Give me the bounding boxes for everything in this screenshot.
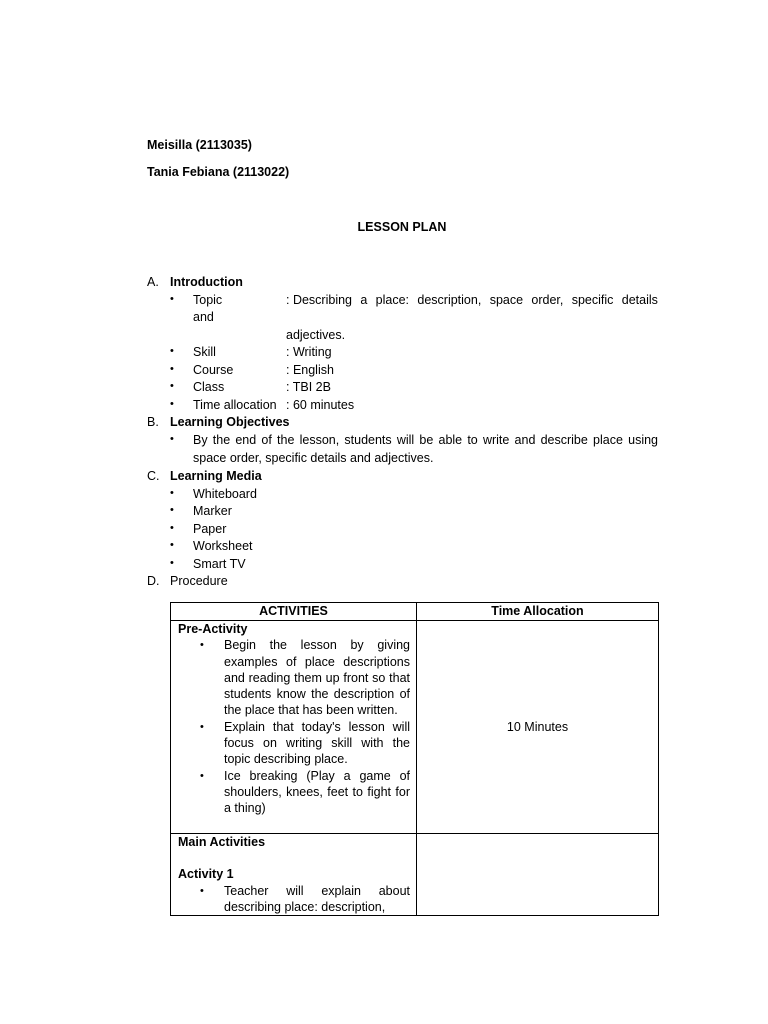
topic-word: description, xyxy=(417,293,482,307)
pre-activity-title: Pre-Activity xyxy=(178,622,248,636)
pre-activity-cell xyxy=(171,621,417,834)
section-a-letter: A. xyxy=(147,275,159,289)
spacer xyxy=(178,850,410,866)
topic-word: space xyxy=(489,293,524,307)
page-title: LESSON PLAN xyxy=(357,220,447,234)
bullet-icon: • xyxy=(200,884,204,897)
topic-word: details xyxy=(621,293,658,307)
bullet-icon: • xyxy=(170,293,174,305)
table-row xyxy=(171,834,659,916)
media-item: Worksheet xyxy=(193,539,253,553)
time-label: Time allocation xyxy=(193,398,277,412)
media-item: Whiteboard xyxy=(193,487,257,501)
objective-line2: space order, specific details and adjectives. xyxy=(193,451,434,465)
media-item: Smart TV xyxy=(193,557,246,571)
course-value: : English xyxy=(286,363,334,377)
activity-1-title: Activity 1 xyxy=(178,867,234,882)
skill-value: : Writing xyxy=(286,345,332,359)
bullet-icon: • xyxy=(200,769,204,782)
class-label: Class xyxy=(193,380,225,394)
section-b-letter: B. xyxy=(147,415,159,429)
topic-value-line2: adjectives. xyxy=(286,328,346,342)
topic-word: : Describing xyxy=(286,293,352,307)
class-value: : TBI 2B xyxy=(286,380,331,394)
media-item: Marker xyxy=(193,504,232,518)
topic-word: place: xyxy=(375,293,410,307)
bullet-icon: • xyxy=(170,380,174,392)
list-item-text: Explain that today's lesson will focus on writing skill with the topic describing place. xyxy=(224,719,410,767)
pre-activity-time: 10 Minutes xyxy=(417,621,659,834)
header-activities: ACTIVITIES xyxy=(171,603,417,621)
list-item-text: Begin the lesson by giving examples of place descriptions and reading them up front so that students know the description of the place that has been written. xyxy=(224,638,410,718)
topic-word: specific xyxy=(571,293,614,307)
main-activities-cell xyxy=(171,834,417,916)
author-2: Tania Febiana (2113022) xyxy=(147,165,290,179)
activity-1-list xyxy=(178,883,410,916)
time-value: : 60 minutes xyxy=(286,398,355,412)
topic-word: order, xyxy=(531,293,564,307)
topic-word: a xyxy=(360,293,368,307)
list-item xyxy=(178,768,410,817)
section-d-heading: Procedure xyxy=(170,574,228,588)
list-item-text: Teacher will explain about describing place: description, xyxy=(224,883,410,914)
header-time-allocation: Time Allocation xyxy=(417,603,659,621)
skill-label: Skill xyxy=(193,345,216,359)
bullet-icon: • xyxy=(170,433,174,445)
bullet-icon: • xyxy=(170,398,174,410)
section-c-heading: Learning Media xyxy=(170,469,262,483)
list-item xyxy=(178,883,410,916)
list-item-text: Ice breaking (Play a game of shoulders, knees, feet to fight for a thing) xyxy=(224,768,410,816)
bullet-icon: • xyxy=(170,557,174,569)
bullet-icon: • xyxy=(170,522,174,534)
bullet-icon: • xyxy=(170,487,174,499)
bullet-icon: • xyxy=(170,345,174,357)
pre-activity-list xyxy=(178,637,410,816)
list-item xyxy=(178,637,410,718)
bullet-icon: • xyxy=(170,539,174,551)
course-label: Course xyxy=(193,363,234,377)
table-header-row xyxy=(171,603,659,621)
media-item: Paper xyxy=(193,522,227,536)
section-a-heading: Introduction xyxy=(170,275,243,289)
table-row xyxy=(171,621,659,834)
objective-line1: By the end of the lesson, students will be able to write and describe place using xyxy=(193,433,658,447)
main-activities-time xyxy=(417,834,659,916)
bullet-icon: • xyxy=(170,363,174,375)
section-b-heading: Learning Objectives xyxy=(170,415,290,429)
main-activities-title: Main Activities xyxy=(178,835,266,849)
bullet-icon: • xyxy=(200,720,204,733)
author-1: Meisilla (2113035) xyxy=(147,138,252,152)
topic-label: Topic xyxy=(193,293,223,307)
section-d-letter: D. xyxy=(147,574,160,588)
procedure-table xyxy=(170,602,659,916)
list-item xyxy=(178,719,410,768)
topic-and: and xyxy=(193,310,214,324)
section-c-letter: C. xyxy=(147,469,160,483)
bullet-icon: • xyxy=(200,639,204,652)
topic-value-line1 xyxy=(286,293,658,307)
bullet-icon: • xyxy=(170,504,174,516)
